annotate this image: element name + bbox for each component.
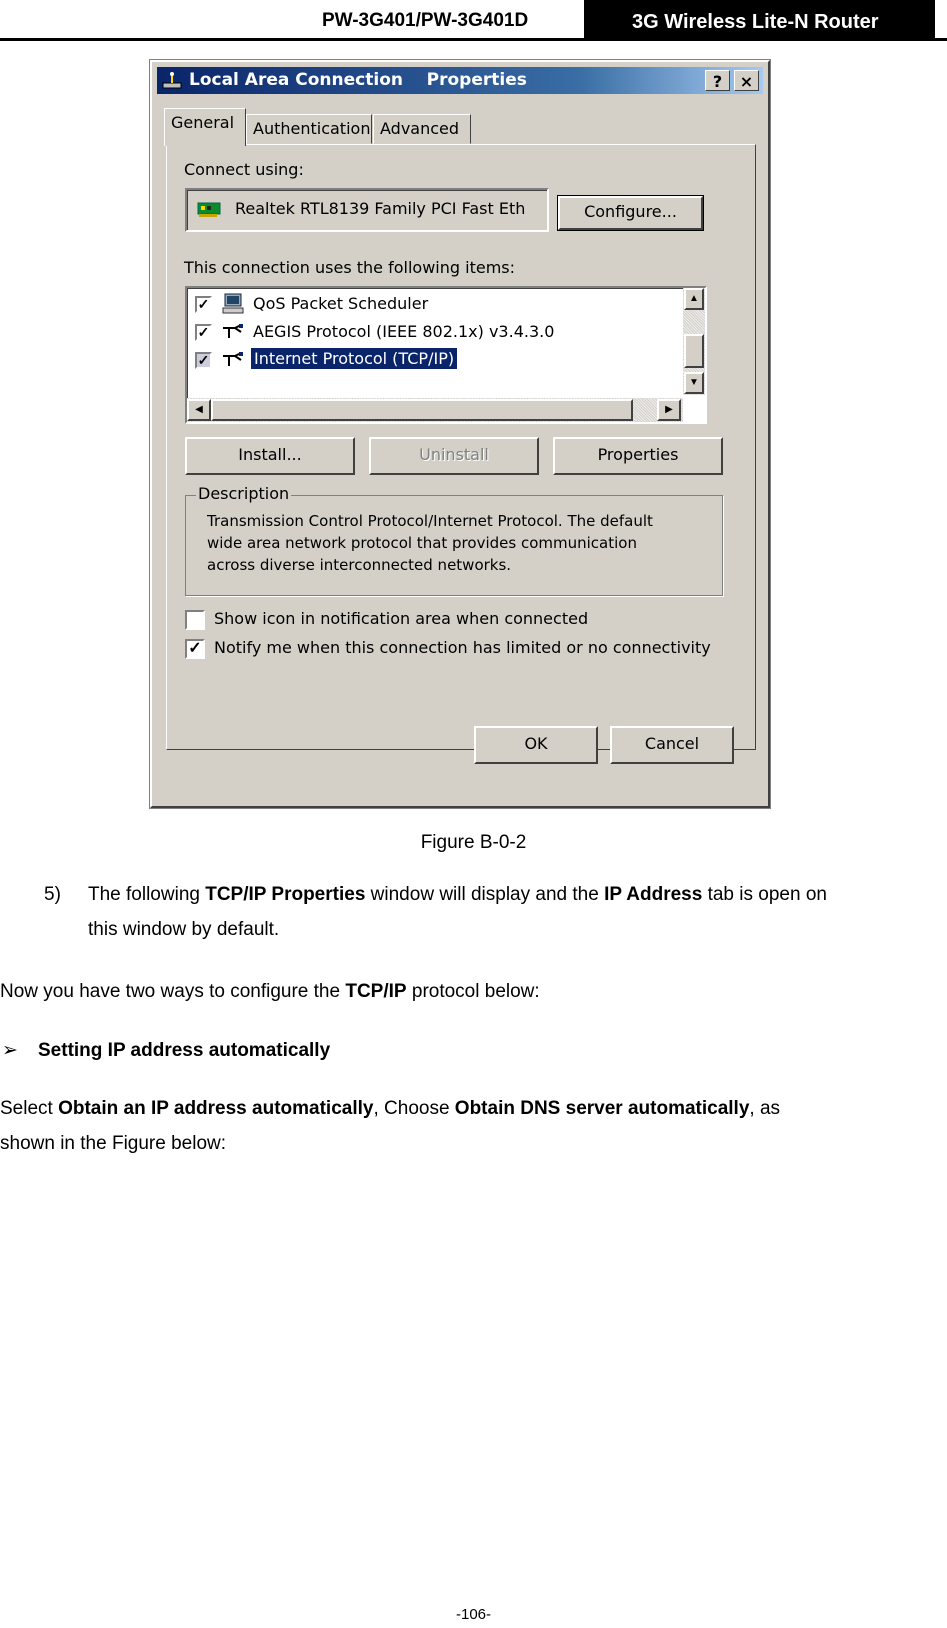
paragraph-select [0, 1093, 780, 1125]
protocol-icon [221, 350, 245, 370]
description-line-2: wide area network protocol that provides communication [207, 534, 637, 552]
step-text-2: window will display and the [365, 884, 605, 905]
figure-caption: Figure B-0-2 [420, 832, 527, 853]
description-line-1: Transmission Control Protocol/Internet Protocol. The default [207, 512, 653, 530]
dialog-title: Local Area Connection Properties [189, 70, 527, 90]
para1-text-2: protocol below: [406, 981, 540, 1002]
header-rule [0, 38, 947, 41]
header-model: PW-3G401/PW-3G401D [322, 10, 529, 31]
item-checkbox-aegis[interactable]: ✓ [195, 324, 212, 341]
step-text-3: tab is open on [702, 884, 827, 905]
configure-button-label: Configure... [584, 202, 677, 221]
para2-text-1: Select [0, 1098, 59, 1119]
show-icon-checkbox[interactable] [185, 610, 205, 630]
para2-text-2: , Choose [373, 1098, 455, 1119]
install-button[interactable] [185, 437, 355, 475]
bullet-heading: Setting IP address automatically [38, 1040, 331, 1061]
tab-advanced[interactable]: Advanced [373, 114, 471, 144]
network-client-icon [221, 292, 245, 316]
step-bold-2: IP Address [604, 884, 703, 905]
step-number: 5) [44, 884, 61, 905]
install-button-label: Install... [238, 445, 302, 464]
uninstall-button-label: Uninstall [419, 445, 489, 464]
step-line-2: this window by default. [88, 919, 280, 940]
show-icon-label: Show icon in notification area when connected [214, 609, 589, 628]
para2-bold-1: Obtain an IP address automatically [58, 1098, 374, 1119]
items-label: This connection uses the following items: [184, 258, 515, 277]
vertical-scrollbar[interactable] [683, 288, 705, 395]
horizontal-scrollbar[interactable] [187, 398, 683, 422]
paragraph-select-line-2: shown in the Figure below: [0, 1133, 227, 1154]
header-product: 3G Wireless Lite-N Router [584, 0, 935, 40]
tab-authentication[interactable]: Authentication [246, 114, 372, 144]
help-button[interactable]: ? [705, 70, 730, 91]
para2-bold-2: Obtain DNS server automatically [454, 1098, 750, 1119]
properties-button[interactable] [553, 437, 723, 475]
configure-button[interactable] [558, 196, 703, 230]
notify-label: Notify me when this connection has limited or no connectivity [214, 638, 711, 657]
network-adapter-icon [197, 200, 221, 218]
adapter-name: Realtek RTL8139 Family PCI Fast Eth [235, 199, 526, 218]
item-label-tcpip-selected: Internet Protocol (TCP/IP) [251, 348, 457, 369]
title-bar[interactable] [157, 67, 763, 94]
item-checkbox-qos[interactable]: ✓ [195, 296, 212, 313]
item-label-aegis: AEGIS Protocol (IEEE 802.1x) v3.4.3.0 [253, 322, 555, 341]
description-line-3: across diverse interconnected networks. [207, 556, 512, 574]
uninstall-button[interactable] [369, 437, 539, 475]
scroll-up-arrow-icon[interactable]: ▲ [684, 288, 704, 310]
paragraph-configure [0, 976, 540, 1008]
notify-checkbox[interactable]: ✓ [185, 639, 205, 659]
step-text [88, 879, 827, 911]
close-button[interactable]: × [734, 70, 759, 91]
cancel-button-label: Cancel [644, 734, 700, 753]
components-list[interactable] [185, 286, 707, 424]
para2-text-3: , as [749, 1098, 781, 1119]
cancel-button[interactable] [610, 726, 734, 764]
step-text-1: The following [88, 884, 206, 905]
step-bold-1: TCP/IP Properties [205, 884, 366, 905]
ok-button-label: OK [524, 734, 548, 753]
tab-general[interactable]: General [164, 108, 246, 146]
connect-using-label: Connect using: [184, 160, 304, 179]
properties-button-label: Properties [597, 445, 679, 464]
page-number: -106- [455, 1606, 492, 1623]
adapter-field [185, 188, 549, 232]
scroll-right-arrow-icon[interactable]: ▶ [657, 399, 681, 421]
item-checkbox-tcpip[interactable]: ✓ [195, 352, 212, 369]
para1-text-1: Now you have two ways to configure the [0, 981, 346, 1002]
scroll-left-arrow-icon[interactable]: ◀ [187, 399, 211, 421]
ok-button[interactable] [474, 726, 598, 764]
para1-bold: TCP/IP [345, 981, 407, 1002]
horizontal-scroll-thumb[interactable] [211, 399, 633, 421]
description-title: Description [198, 484, 290, 503]
bullet-arrow-icon: ➢ [2, 1040, 18, 1061]
network-connection-icon [161, 71, 183, 91]
properties-dialog [150, 60, 770, 808]
scroll-down-arrow-icon[interactable]: ▼ [684, 372, 704, 394]
item-label-qos: QoS Packet Scheduler [253, 294, 429, 313]
vertical-scroll-thumb[interactable] [684, 334, 704, 368]
protocol-icon [221, 322, 245, 342]
